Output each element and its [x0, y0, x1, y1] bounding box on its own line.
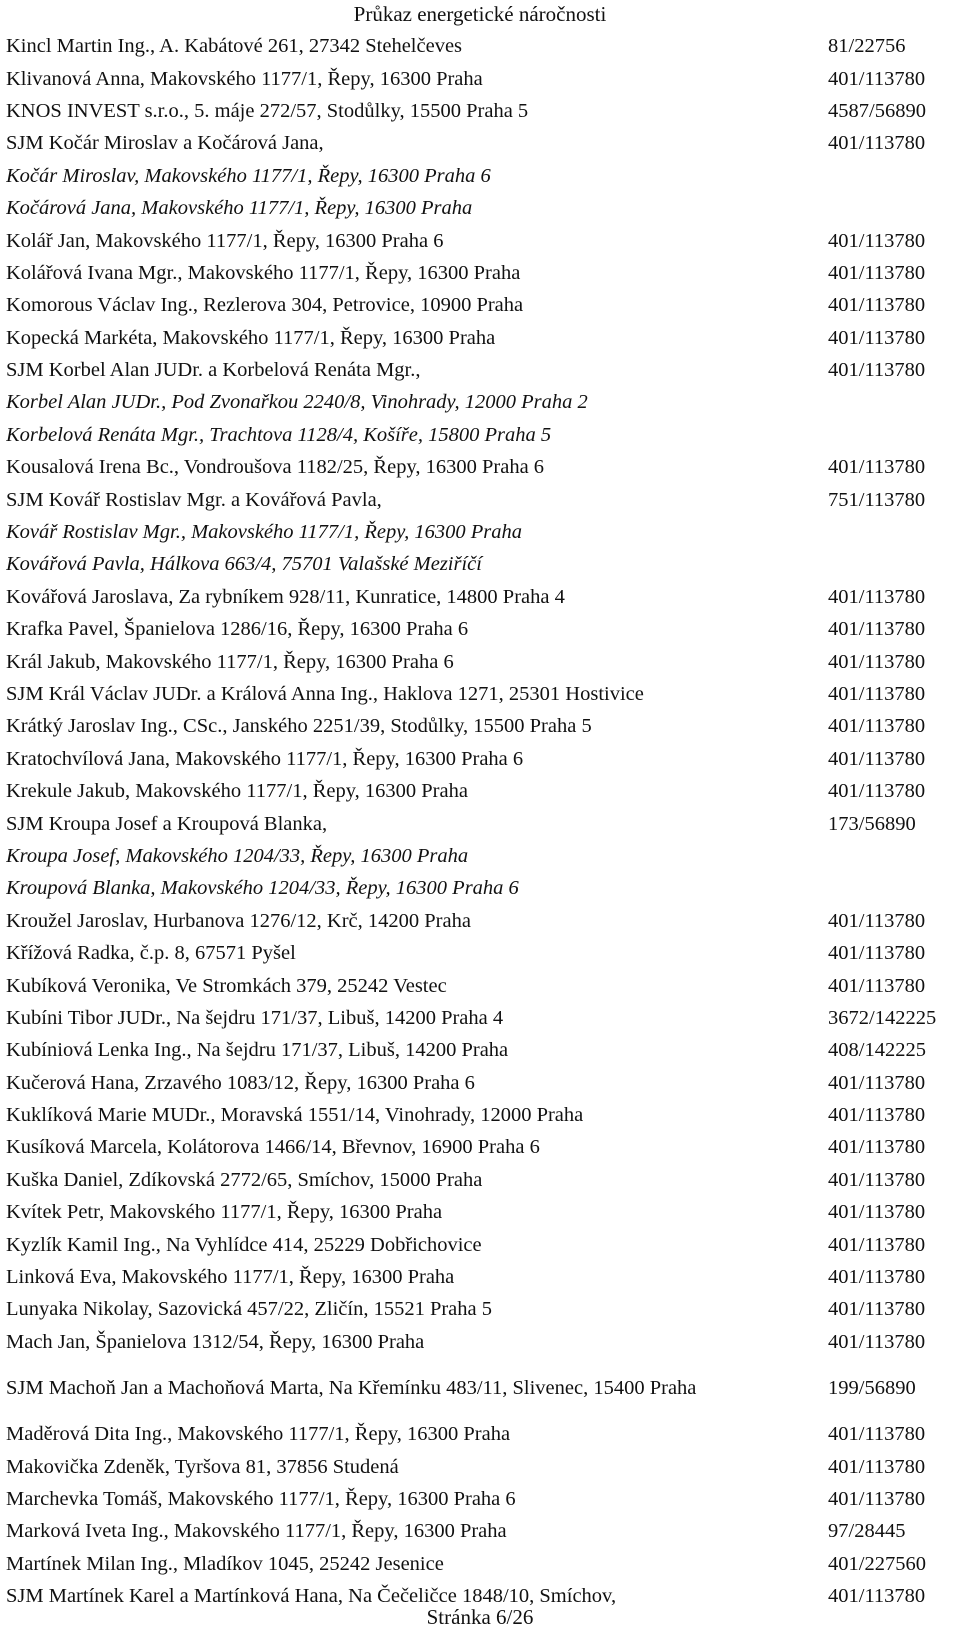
- share-fraction: 401/113780: [828, 1136, 926, 1159]
- share-fraction: 401/113780: [828, 229, 926, 252]
- owner-name-address: Korbelová Renáta Mgr., Trachtova 1128/4, Košíře, 15800 Praha 5: [6, 423, 552, 446]
- owner-name-address: Kincl Martin Ing., A. Kabátové 261, 27342 Stehelčeves: [6, 35, 463, 58]
- owner-name-address: Kratochvílová Jana, Makovského 1177/1, Řepy, 16300 Praha 6: [6, 747, 524, 770]
- share-fraction: 401/113780: [828, 1330, 926, 1353]
- share-fraction: 401/113780: [828, 585, 926, 608]
- share-fraction: 199/56890: [828, 1377, 916, 1400]
- share-fraction: 401/113780: [828, 650, 926, 673]
- share-fraction: 401/113780: [828, 747, 926, 770]
- owner-name-address: Kovářová Pavla, Hálkova 663/4, 75701 Valašské Meziříčí: [6, 553, 482, 576]
- share-fraction: 401/113780: [828, 67, 926, 90]
- owner-name-address: Martínek Milan Ing., Mladíkov 1045, 25242 Jesenice: [6, 1552, 444, 1575]
- share-fraction: 4587/56890: [828, 99, 926, 122]
- share-fraction: 401/113780: [828, 715, 926, 738]
- share-fraction: 401/113780: [828, 456, 926, 479]
- owner-list: [6, 30, 956, 1612]
- owner-name-address: Korbel Alan JUDr., Pod Zvonařkou 2240/8, Vinohrady, 12000 Praha 2: [6, 391, 588, 414]
- list-item: [6, 419, 956, 451]
- owner-name-address: Kuklíková Marie MUDr., Moravská 1551/14, Vinohrady, 12000 Praha: [6, 1104, 584, 1127]
- owner-name-address: Krátký Jaroslav Ing., CSc., Janského 2251/39, Stodůlky, 15500 Praha 5: [6, 715, 592, 738]
- list-item: [6, 386, 956, 418]
- share-fraction: 173/56890: [828, 812, 916, 835]
- owner-name-address: Kovářová Jaroslava, Za rybníkem 928/11, Kunratice, 14800 Praha 4: [6, 585, 565, 608]
- share-fraction: 401/113780: [828, 1266, 926, 1289]
- list-item: [6, 224, 956, 256]
- list-item: [6, 1228, 956, 1260]
- owner-name-address: Kučerová Hana, Zrzavého 1083/12, Řepy, 16300 Praha 6: [6, 1071, 475, 1094]
- share-fraction: 401/113780: [828, 1168, 926, 1191]
- owner-name-address: Král Jakub, Makovského 1177/1, Řepy, 16300 Praha 6: [6, 650, 454, 673]
- list-item: [6, 1326, 956, 1358]
- owner-name-address: Kubíková Veronika, Ve Stromkách 379, 25242 Vestec: [6, 974, 447, 997]
- list-item: [6, 613, 956, 645]
- share-fraction: 401/113780: [828, 132, 926, 155]
- share-fraction: 401/113780: [828, 359, 926, 382]
- list-item: [6, 127, 956, 159]
- list-item: [6, 1418, 956, 1450]
- share-fraction: 751/113780: [828, 488, 926, 511]
- list-item: [6, 289, 956, 321]
- list-item: [6, 807, 956, 839]
- share-fraction: 401/113780: [828, 1423, 926, 1446]
- list-item: [6, 483, 956, 515]
- list-item: [6, 840, 956, 872]
- owner-name-address: Makovička Zdeněk, Tyršova 81, 37856 Studená: [6, 1455, 399, 1478]
- owner-name-address: Kroupa Josef, Makovského 1204/33, Řepy, 16300 Praha: [6, 844, 469, 867]
- owner-name-address: Kuška Daniel, Zdíkovská 2772/65, Smíchov, 15000 Praha: [6, 1168, 483, 1191]
- share-fraction: 3672/142225: [828, 1006, 937, 1029]
- owner-name-address: SJM Kroupa Josef a Kroupová Blanka,: [6, 812, 328, 835]
- owner-name-address: Křížová Radka, č.p. 8, 67571 Pyšel: [6, 942, 296, 965]
- share-fraction: 408/142225: [828, 1039, 926, 1062]
- list-item: [6, 872, 956, 904]
- share-fraction: 401/113780: [828, 326, 926, 349]
- owner-name-address: Kočárová Jana, Makovského 1177/1, Řepy, 16300 Praha: [6, 197, 473, 220]
- owner-name-address: Kovář Rostislav Mgr., Makovského 1177/1, Řepy, 16300 Praha: [6, 521, 523, 544]
- list-item: [6, 1450, 956, 1482]
- share-fraction: 401/113780: [828, 1071, 926, 1094]
- list-item: [6, 678, 956, 710]
- list-item: [6, 1483, 956, 1515]
- share-fraction: 401/227560: [828, 1552, 926, 1575]
- owner-name-address: Kyzlík Kamil Ing., Na Vyhlídce 414, 25229 Dobřichovice: [6, 1233, 482, 1256]
- owner-name-address: Kočár Miroslav, Makovského 1177/1, Řepy, 16300 Praha 6: [6, 164, 491, 187]
- owner-name-address: Marková Iveta Ing., Makovského 1177/1, Řepy, 16300 Praha: [6, 1520, 507, 1543]
- list-item: [6, 1002, 956, 1034]
- owner-name-address: Kvítek Petr, Makovského 1177/1, Řepy, 16300 Praha: [6, 1201, 443, 1224]
- share-fraction: 401/113780: [828, 683, 926, 705]
- list-item: [6, 937, 956, 969]
- share-fraction: 401/113780: [828, 909, 926, 932]
- owner-name-address: SJM Machoň Jan a Machoňová Marta, Na Křemínku 483/11, Slivenec, 15400 Praha: [6, 1376, 697, 1399]
- list-item: [6, 969, 956, 1001]
- share-fraction: 401/113780: [828, 1487, 926, 1510]
- list-item: [6, 354, 956, 386]
- list-item: [6, 160, 956, 192]
- owner-name-address: Kolář Jan, Makovského 1177/1, Řepy, 16300 Praha 6: [6, 229, 444, 252]
- owner-name-address: KNOS INVEST s.r.o., 5. máje 272/57, Stodůlky, 15500 Praha 5: [6, 99, 529, 122]
- share-fraction: 401/113780: [828, 1201, 926, 1224]
- list-item: [6, 1293, 956, 1325]
- owner-name-address: Linková Eva, Makovského 1177/1, Řepy, 16300 Praha: [6, 1266, 455, 1289]
- list-item: [6, 1131, 956, 1163]
- list-item: [6, 451, 956, 483]
- owner-name-address: Kroužel Jaroslav, Hurbanova 1276/12, Krč, 14200 Praha: [6, 909, 471, 932]
- list-item: [6, 1196, 956, 1228]
- owner-name-address: SJM Kovář Rostislav Mgr. a Kovářová Pavla,: [6, 488, 382, 511]
- share-fraction: 401/113780: [828, 1104, 926, 1127]
- owner-name-address: Kubíni Tibor JUDr., Na šejdru 171/37, Libuš, 14200 Praha 4: [6, 1006, 504, 1029]
- list-item: [6, 322, 956, 354]
- list-item: [6, 710, 956, 742]
- owner-name-address: Krafka Pavel, Španielova 1286/16, Řepy, 16300 Praha 6: [6, 618, 469, 641]
- share-fraction: 401/113780: [828, 261, 926, 284]
- owner-name-address: Kolářová Ivana Mgr., Makovského 1177/1, Řepy, 16300 Praha: [6, 261, 521, 284]
- list-item: [6, 1164, 956, 1196]
- list-item: [6, 1358, 956, 1418]
- owner-name-address: SJM Král Václav JUDr. a Králová Anna Ing., Haklova 1271, 25301 Hostivice: [6, 683, 644, 705]
- owner-name-address: Kousalová Irena Bc., Vondroušova 1182/25, Řepy, 16300 Praha 6: [6, 456, 545, 479]
- list-item: [6, 581, 956, 613]
- list-item: [6, 95, 956, 127]
- owner-name-address: Kroupová Blanka, Makovského 1204/33, Řepy, 16300 Praha 6: [6, 877, 519, 900]
- share-fraction: 401/113780: [828, 942, 926, 965]
- list-item: [6, 905, 956, 937]
- owner-name-address: Kusíková Marcela, Kolátorova 1466/14, Břevnov, 16900 Praha 6: [6, 1136, 540, 1159]
- share-fraction: 81/22756: [828, 35, 906, 58]
- list-item: [6, 743, 956, 775]
- list-item: [6, 516, 956, 548]
- list-item: [6, 775, 956, 807]
- owner-name-address: SJM Kočár Miroslav a Kočárová Jana,: [6, 132, 324, 155]
- owner-name-address: Komorous Václav Ing., Rezlerova 304, Petrovice, 10900 Praha: [6, 294, 524, 317]
- share-fraction: 401/113780: [828, 1455, 926, 1478]
- list-item: [6, 192, 956, 224]
- list-item: [6, 1548, 956, 1580]
- owner-name-address: Kopecká Markéta, Makovského 1177/1, Řepy, 16300 Praha: [6, 326, 496, 349]
- list-item: [6, 1261, 956, 1293]
- share-fraction: 97/28445: [828, 1520, 906, 1543]
- share-fraction: 401/113780: [828, 618, 926, 641]
- owner-name-address: SJM Korbel Alan JUDr. a Korbelová Renáta Mgr.,: [6, 359, 421, 382]
- share-fraction: 401/113780: [828, 294, 926, 317]
- list-item: [6, 645, 956, 677]
- list-item: [6, 1067, 956, 1099]
- owner-name-address: Marchevka Tomáš, Makovského 1177/1, Řepy, 16300 Praha 6: [6, 1487, 516, 1510]
- share-fraction: 401/113780: [828, 780, 926, 803]
- share-fraction: 401/113780: [828, 1233, 926, 1256]
- owner-name-address: Kubíniová Lenka Ing., Na šejdru 171/37, Libuš, 14200 Praha: [6, 1039, 509, 1062]
- list-item: [6, 30, 956, 62]
- list-item: [6, 1099, 956, 1131]
- owner-name-address: Mach Jan, Španielova 1312/54, Řepy, 16300 Praha: [6, 1330, 425, 1353]
- owner-name-address: Lunyaka Nikolay, Sazovická 457/22, Zličín, 15521 Praha 5: [6, 1298, 493, 1321]
- list-item: [6, 257, 956, 289]
- list-item: [6, 548, 956, 580]
- share-fraction: 401/113780: [828, 974, 926, 997]
- list-item: [6, 1034, 956, 1066]
- owner-name-address: Krekule Jakub, Makovského 1177/1, Řepy, 16300 Praha: [6, 780, 468, 803]
- owner-name-address: Maděrová Dita Ing., Makovského 1177/1, Řepy, 16300 Praha: [6, 1423, 511, 1446]
- list-item: [6, 1515, 956, 1547]
- owner-name-address: SJM Martínek Karel a Martínková Hana, Na Čečeličce 1848/10, Smíchov,: [6, 1585, 617, 1608]
- page-footer-number: Stránka 6/26: [426, 1605, 534, 1629]
- owner-name-address: Klivanová Anna, Makovského 1177/1, Řepy, 16300 Praha: [6, 67, 483, 90]
- share-fraction: 401/113780: [828, 1298, 926, 1321]
- share-fraction: 401/113780: [828, 1585, 926, 1608]
- page-header-title: Průkaz energetické náročnosti: [353, 2, 607, 26]
- list-item: [6, 62, 956, 94]
